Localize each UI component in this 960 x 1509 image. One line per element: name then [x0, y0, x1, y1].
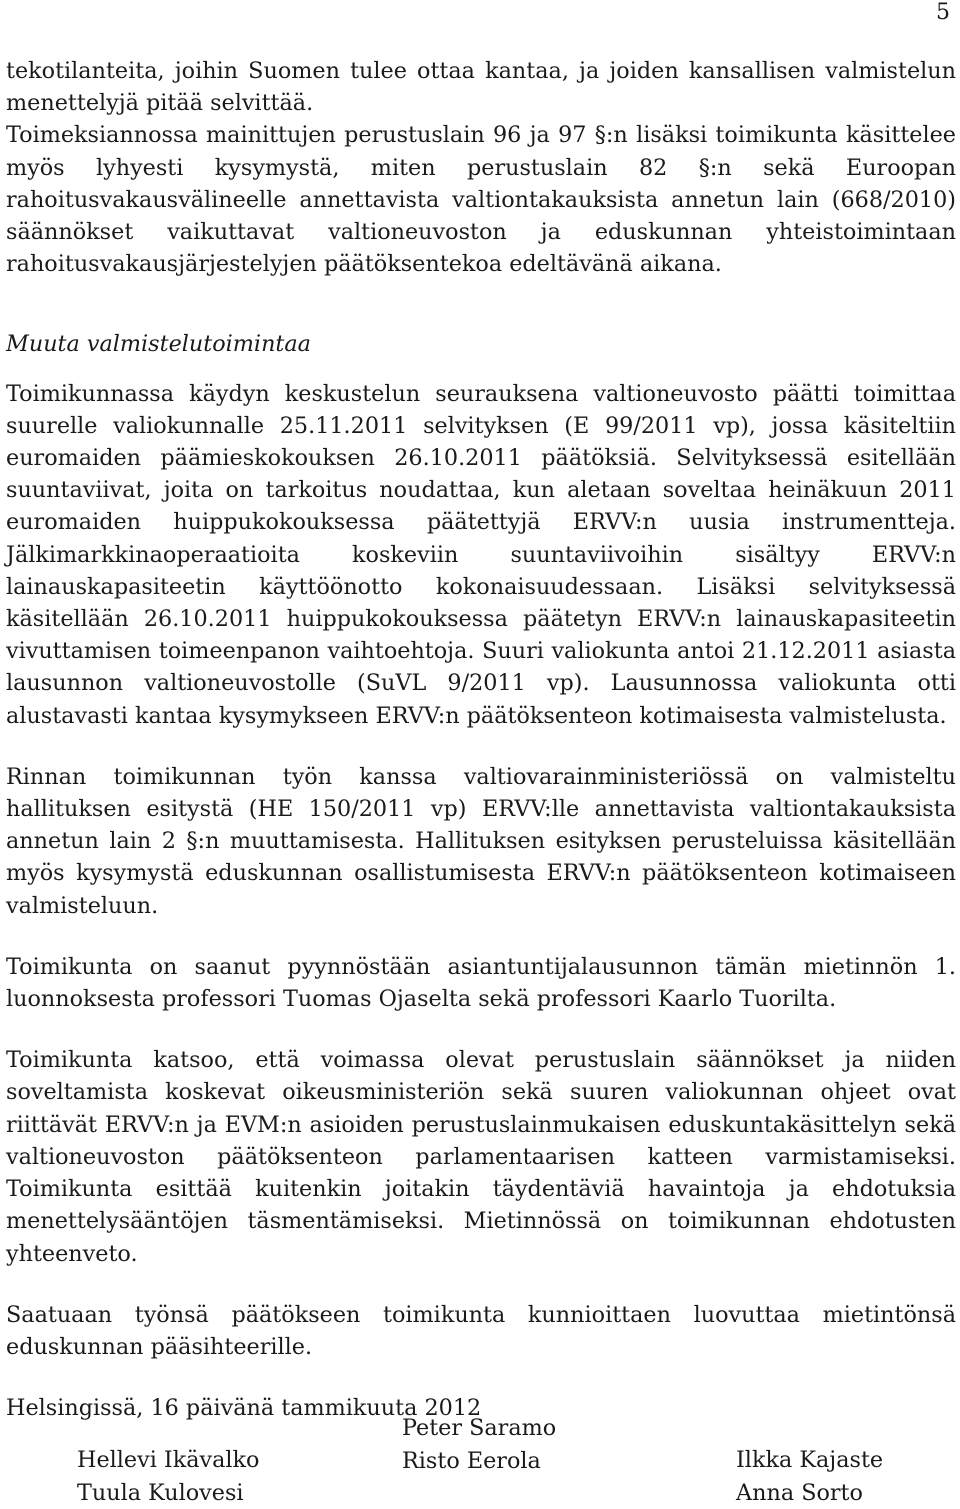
spacer	[6, 732, 956, 761]
signature-column-left	[77, 1444, 259, 1509]
signatory-name: Peter Saramo	[402, 1412, 556, 1445]
paragraph-6: Toimikunta katsoo, että voimassa olevat perustuslain säännökset ja niiden soveltamista koskevat oikeusministeriön sekä suuren valiokunnan ohjeet ovat riittävät ERVV:n ja EVM:n asioiden perustuslainmukaisen eduskuntakäsittelyn sekä valtioneuvoston päätöksenteon parlamentaarisen katteen varmistamiseksi. Toimikunta esittää kuitenkin joitakin täydentäviä havaintoja ja ehdotuksia menettelysääntöjen täsmentämiseksi. Mietinnössä on toimikunnan ehdotusten yhteenveto.	[6, 1044, 956, 1269]
signature-column-middle	[402, 1412, 556, 1477]
page-number: 5	[936, 0, 950, 26]
paragraph-7: Saatuaan työnsä päätökseen toimikunta kunnioittaen luovuttaa mietintönsä eduskunnan pääsihteerille.	[6, 1299, 956, 1363]
signature-block	[0, 1412, 960, 1507]
paragraph-4: Rinnan toimikunnan työn kanssa valtiovarainministeriössä on valmisteltu hallituksen esitystä (HE 150/2011 vp) ERVV:lle annettavista valtiontakauksista annetun lain 2 §:n muuttamisesta. Hallituksen esityksen perusteluissa käsitellään myös kysymystä eduskunnan osallistumisesta ERVV:n päätöksenteon kotimaiseen valmisteluun.	[6, 761, 956, 922]
paragraph-2: Toimeksiannossa mainittujen perustuslain 96 ja 97 §:n lisäksi toimikunta käsittelee myös lyhyesti kysymystä, miten perustuslain 82 §:n sekä Euroopan rahoitusvakausvälineelle annettavista valtiontakauksista annetun lain (668/2010) säännökset vaikuttavat valtioneuvoston ja eduskunnan yhteistoimintaan rahoitusvakausjärjestelyjen päätöksentekoa edeltävänä aikana.	[6, 119, 956, 280]
paragraph-3: Toimikunnassa käydyn keskustelun seurauksena valtioneuvosto päätti toimittaa suurelle valiokunnalle 25.11.2011 selvityksen (E 99/2011 vp), jossa käsiteltiin euromaiden päämieskokouksen 26.10.2011 päätöksiä. Selvityksessä esitellään suuntaviivat, joita on tarkoitus noudattaa, kun aletaan soveltaa heinäkuun 2011 euromaiden huippukokouksessa päätettyjä ERVV:n uusia instrumentteja. Jälkimarkkinaoperaatioita koskeviin suuntaviivoihin sisältyy ERVV:n lainauskapasiteetin käyttöönotto kokonaisuudessaan. Lisäksi selvityksessä käsitellään 26.10.2011 huippukokouksessa päätetyn ERVV:n lainauskapasiteetin vivuttamisen toimeenpanon vaihtoehtoja. Suuri valiokunta antoi 21.12.2011 asiasta lausunnon valtioneuvostolle (SuVL 9/2011 vp). Lausunnossa valiokunta otti alustavasti kantaa kysymykseen ERVV:n päätöksenteon kotimaisesta valmistelusta.	[6, 378, 956, 732]
date-line: Helsingissä, 16 päivänä tammikuuta 2012	[6, 1392, 956, 1424]
spacer	[6, 922, 956, 951]
paragraph-1: tekotilanteita, joihin Suomen tulee ottaa kantaa, ja joiden kansallisen valmistelun menettelyjä pitää selvittää.	[6, 55, 956, 119]
signatory-name: Anna Sorto	[736, 1477, 883, 1509]
section-heading: Muuta valmistelutoimintaa	[6, 328, 956, 360]
signatory-name: Ilkka Kajaste	[736, 1444, 883, 1477]
signatory-name: Hellevi Ikävalko	[77, 1444, 259, 1477]
signature-column-right	[736, 1444, 883, 1509]
paragraph-5: Toimikunta on saanut pyynnöstään asiantuntijalausunnon tämän mietinnön 1. luonnoksesta professori Tuomas Ojaselta sekä professori Kaarlo Tuorilta.	[6, 951, 956, 1015]
spacer	[6, 280, 956, 328]
document-body	[6, 55, 956, 1424]
signatory-name: Tuula Kulovesi	[77, 1477, 259, 1509]
spacer	[6, 361, 956, 378]
spacer	[6, 1363, 956, 1392]
spacer	[6, 1270, 956, 1299]
signatory-name: Risto Eerola	[402, 1445, 556, 1478]
spacer	[6, 1015, 956, 1044]
